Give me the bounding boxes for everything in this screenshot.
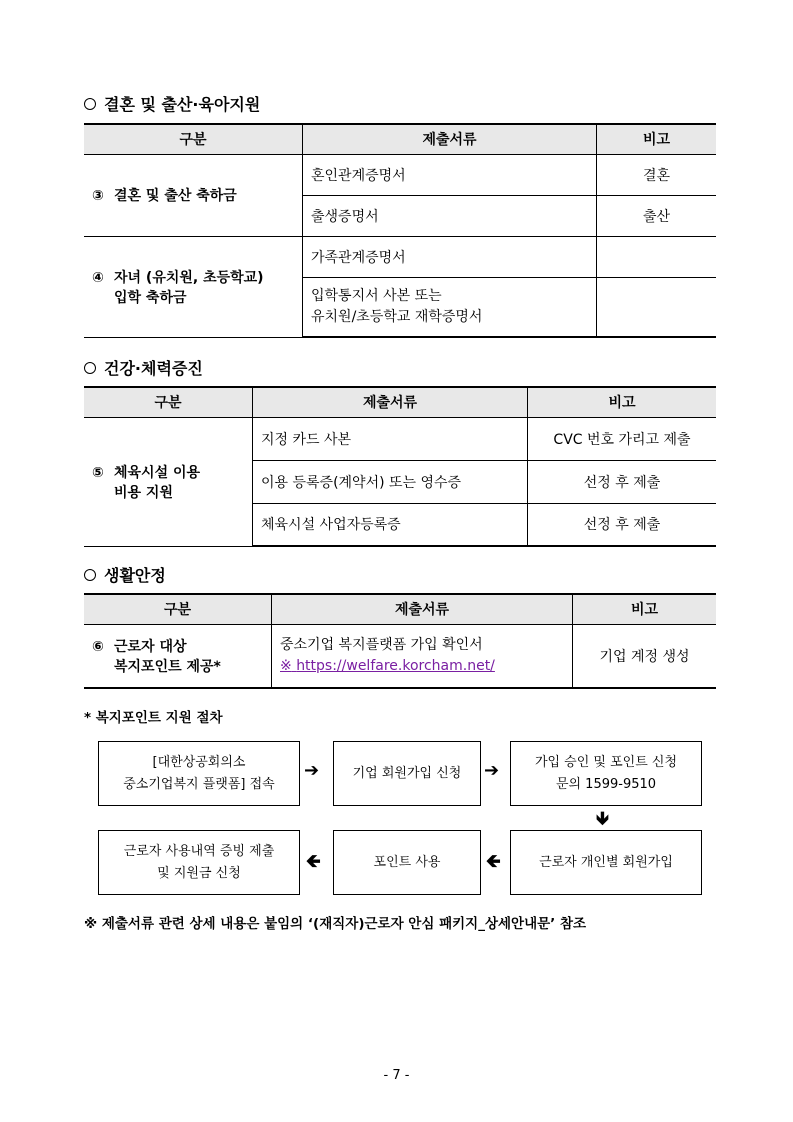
doc-cell: 중소기업 복지플랫폼 가입 확인서 ※ https://welfare.korcham.net/ xyxy=(272,624,573,688)
arrow-left-icon: 🡸 xyxy=(306,851,321,872)
section-title-health: 건강·체력증진 xyxy=(84,356,203,379)
living-table xyxy=(84,593,716,689)
col-header-docs: 제출서류 xyxy=(253,387,528,417)
note-cell: CVC 번호 가리고 제출 xyxy=(528,417,717,460)
doc-cell: 이용 등록증(계약서) 또는 영수증 xyxy=(253,460,528,503)
circle-bullet-icon xyxy=(84,98,96,110)
procedure-title: * 복지포인트 지원 절차 xyxy=(84,710,223,726)
step-employee-signup: 근로자 개인별 회원가입 xyxy=(510,830,702,895)
step-company-signup: 기업 회원가입 신청 xyxy=(333,741,481,806)
doc-cell: 가족관계증명서 xyxy=(303,236,597,277)
circle-bullet-icon xyxy=(84,569,96,581)
footnote: ※ 제출서류 관련 상세 내용은 붙임의 ‘(재직자)근로자 안심 패키지_상세안내문’ 참조 xyxy=(84,916,587,932)
note-cell: 선정 후 제출 xyxy=(528,460,717,503)
note-cell: 기업 계정 생성 xyxy=(573,624,717,688)
section-title-marriage: 결혼 및 출산·육아지원 xyxy=(84,92,260,115)
col-header-category: 구분 xyxy=(84,387,253,417)
welfare-link[interactable]: ※ https://welfare.korcham.net/ xyxy=(280,657,495,674)
step-submit-evidence: 근로자 사용내역 증빙 제출 및 지원금 신청 xyxy=(98,830,300,895)
section-title-living: 생활안정 xyxy=(84,563,166,586)
note-cell: 선정 후 제출 xyxy=(528,503,717,546)
col-header-notes: 비고 xyxy=(528,387,717,417)
category-cell: ⑤ 체육시설 이용 비용 지원 xyxy=(84,417,253,546)
col-header-notes: 비고 xyxy=(597,124,717,154)
step-approval-points: 가입 승인 및 포인트 신청 문의 1599-9510 xyxy=(510,741,702,806)
doc-cell: 지정 카드 사본 xyxy=(253,417,528,460)
col-header-category: 구분 xyxy=(84,124,303,154)
step-platform-access: [대한상공회의소 중소기업복지 플랫폼] 접속 xyxy=(98,741,300,806)
category-cell: ④ 자녀 (유치원, 초등학교) 입학 축하금 xyxy=(84,236,303,337)
col-header-docs: 제출서류 xyxy=(272,594,573,624)
note-cell xyxy=(597,277,717,337)
doc-cell: 입학통지서 사본 또는 유치원/초등학교 재학증명서 xyxy=(303,277,597,337)
col-header-notes: 비고 xyxy=(573,594,717,624)
doc-cell: 혼인관계증명서 xyxy=(303,154,597,195)
note-cell: 결혼 xyxy=(597,154,717,195)
step-use-points: 포인트 사용 xyxy=(333,830,481,895)
col-header-category: 구분 xyxy=(84,594,272,624)
circle-bullet-icon xyxy=(84,362,96,374)
arrow-right-icon: ➔ xyxy=(484,760,500,781)
marriage-table xyxy=(84,123,716,338)
note-cell: 출산 xyxy=(597,195,717,236)
arrow-down-icon: 🡻 xyxy=(596,808,609,829)
note-cell xyxy=(597,236,717,277)
health-table xyxy=(84,386,716,547)
col-header-docs: 제출서류 xyxy=(303,124,597,154)
category-cell: ③ 결혼 및 출산 축하금 xyxy=(84,154,303,236)
doc-cell: 체육시설 사업자등록증 xyxy=(253,503,528,546)
arrow-left-icon: 🡸 xyxy=(486,851,501,872)
category-cell: ⑥ 근로자 대상 복지포인트 제공* xyxy=(84,624,272,688)
doc-cell: 출생증명서 xyxy=(303,195,597,236)
arrow-right-icon: ➔ xyxy=(304,760,320,781)
page-number: - 7 - xyxy=(383,1068,410,1083)
